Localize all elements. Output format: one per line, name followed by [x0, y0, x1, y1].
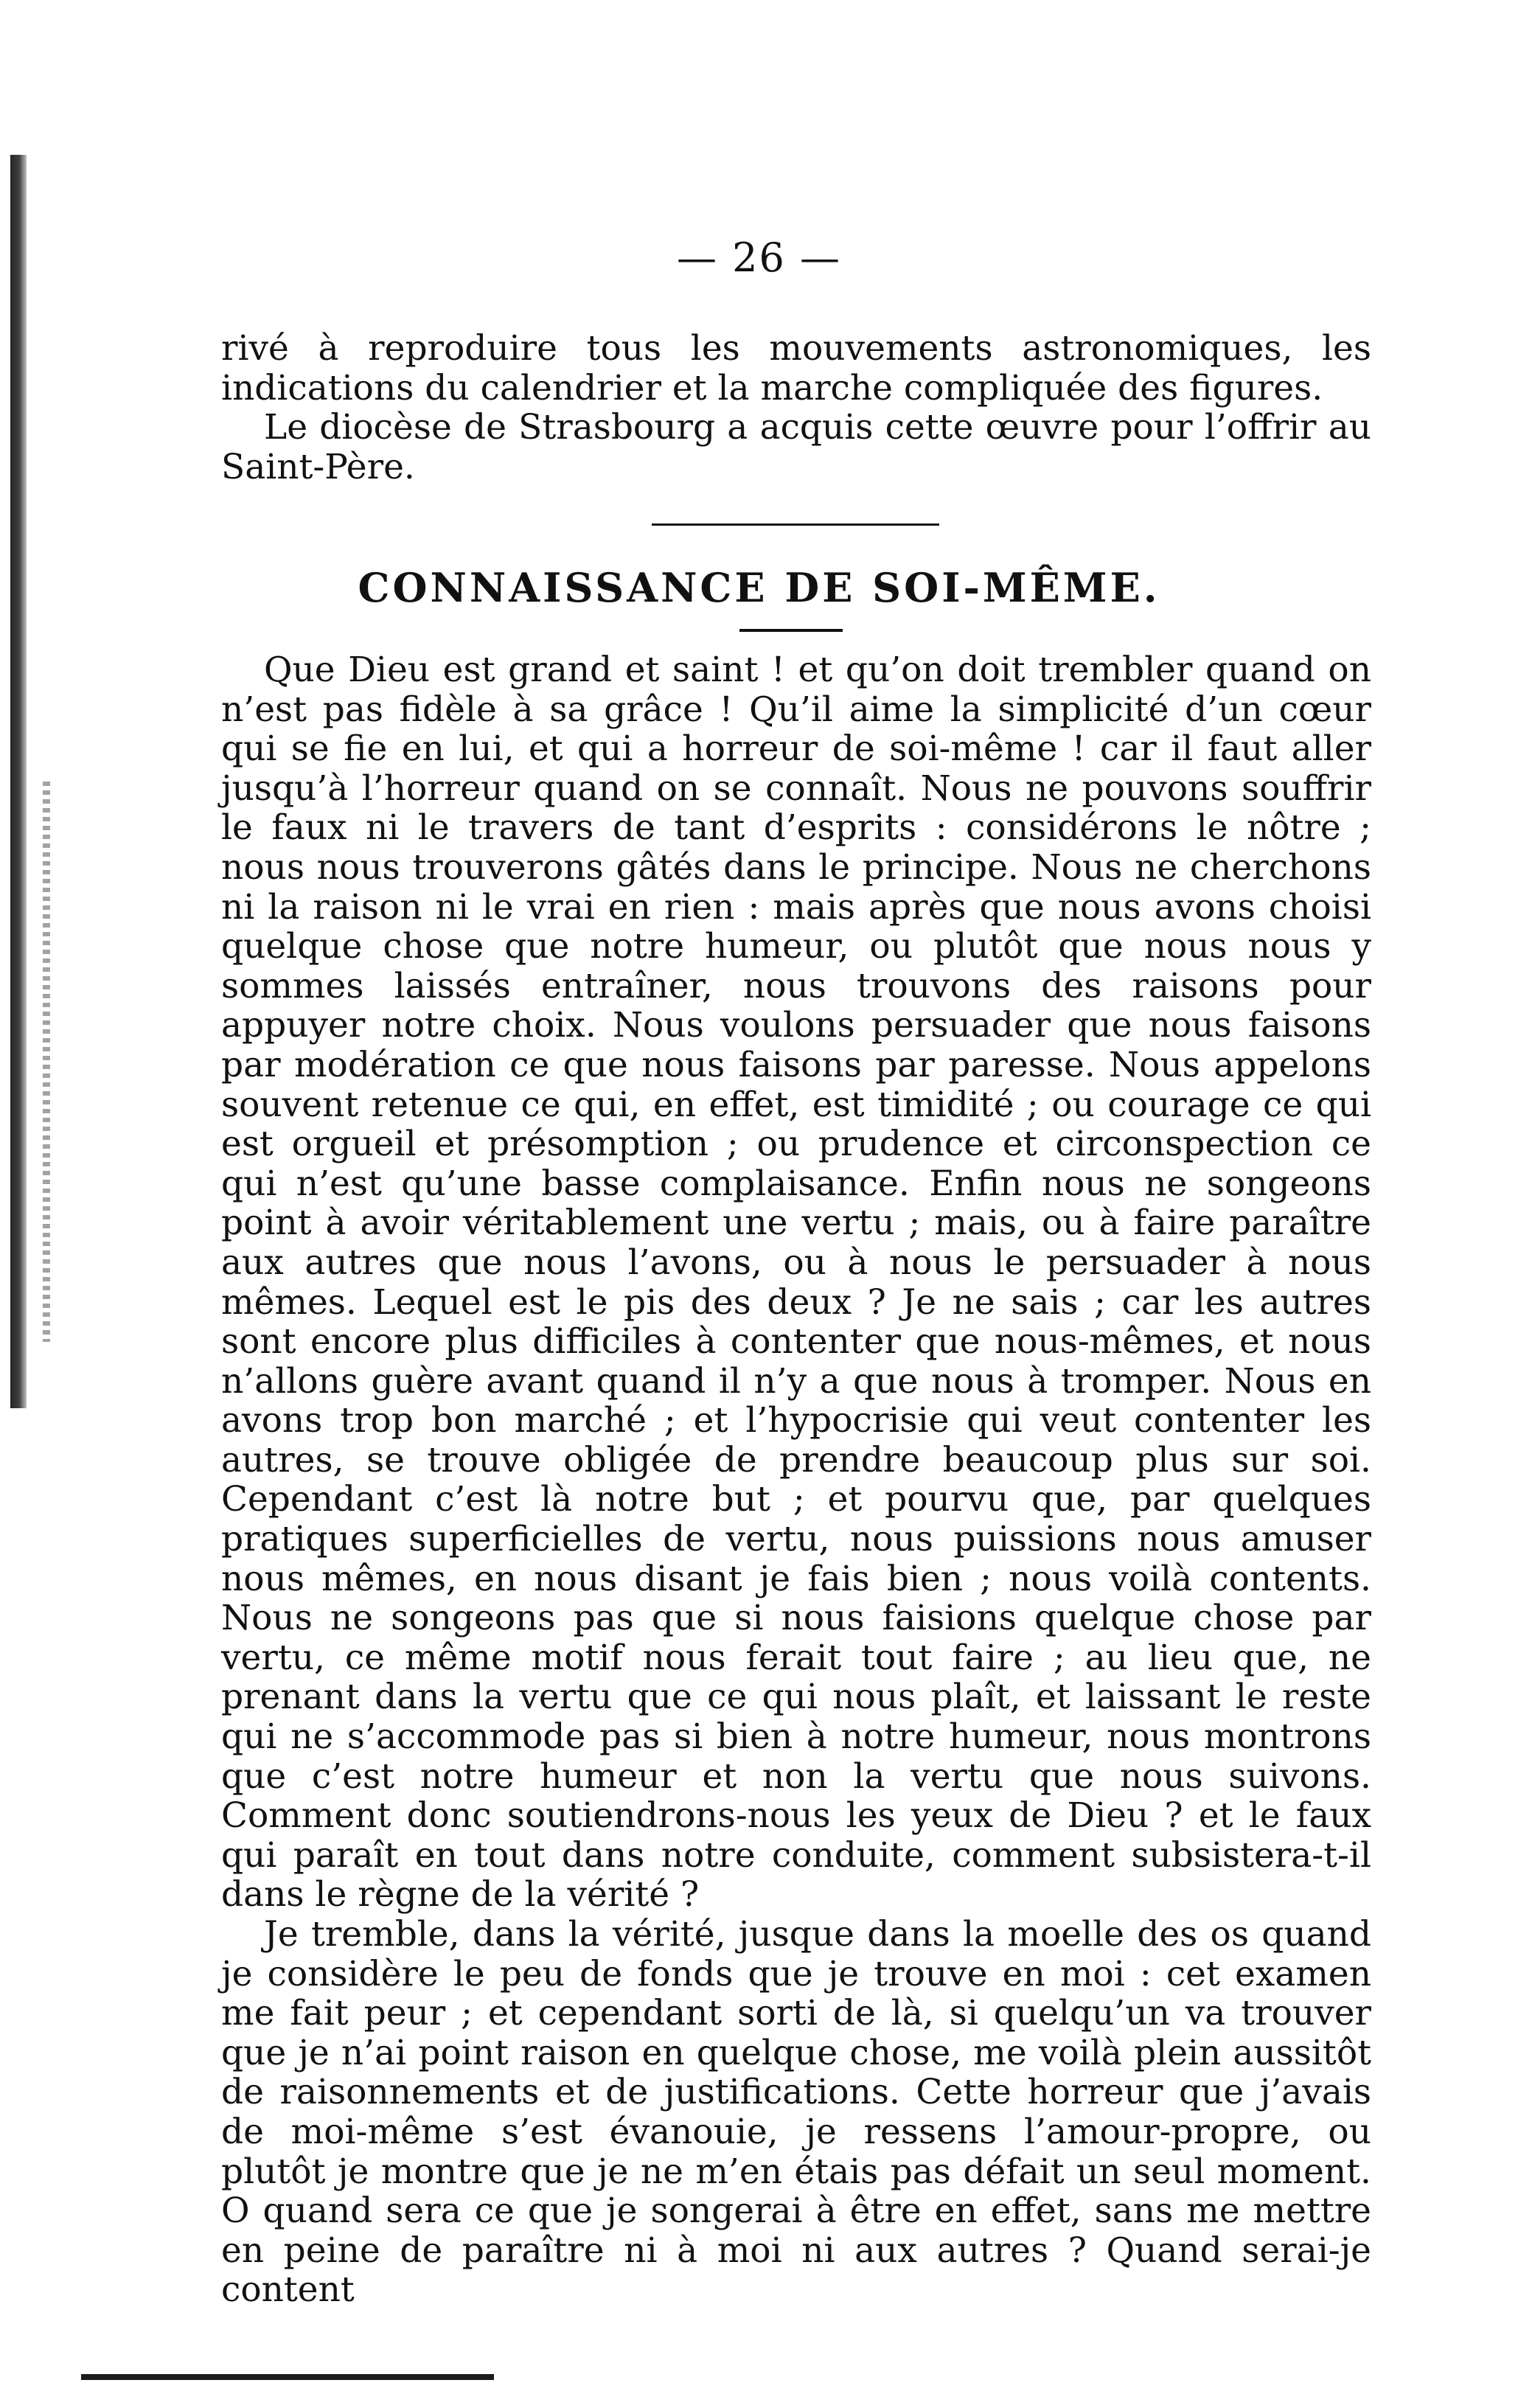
intro-text — [221, 329, 1371, 487]
body-text — [221, 650, 1371, 2310]
page-number: — 26 — — [676, 234, 842, 281]
bottom-edge-mark — [81, 2374, 494, 2380]
body-paragraph-1: Que Dieu est grand et saint ! et qu’on doit trembler quand on n’est pas fidèle à sa grâce ! Qu’il aime la simplicité d’un cœur qui se fie en lui, et qui a horreur de soi-même ! car il faut aller jusqu’à l’horreur quand on se connaît. Nous ne pouvons souffrir le faux ni le travers de tant d’esprits : considérons le nôtre ; nous nous trouverons gâtés dans le principe. Nous ne cherchons ni la raison ni le vrai en rien : mais après que nous avons choisi quelque chose que notre humeur, ou plutôt que nous nous y sommes laissés entraîner, nous trouvons des raisons pour appuyer notre choix. Nous voulons persuader que nous faisons par modération ce que nous faisons par paresse. Nous appelons souvent retenue ce qui, en effet, est timidité ; ou courage ce qui est orgueil et présomption ; ou prudence et circonspection ce qui n’est qu’une basse complaisance. Enfin nous ne songeons point à avoir véritablement une vertu ; mais, ou à faire paraître aux autres que nous l’avons, ou à nous le persuader à nous mêmes. Lequel est le pis des deux ? Je ne sais ; car les autres sont encore plus difficiles à contenter que nous-mêmes, et nous n’allons guère avant quand il n’y a que nous à tromper. Nous en avons trop bon marché ; et l’hypocrisie qui veut contenter les autres, se trouve obligée de prendre beaucoup plus sur soi. Cependant c’est là notre but ; et pourvu que, par quelques pratiques superficielles de vertu, nous puissions nous amuser nous mêmes, en nous disant je fais bien ; nous voilà contents. Nous ne songeons pas que si nous faisions quelque chose par vertu, ce même motif nous ferait tout faire ; au lieu que, ne prenant dans la vertu que ce qui nous plaît, et laissant le reste qui ne s’accommode pas si bien à notre humeur, nous montrons que c’est notre humeur et non la vertu que nous suivons. Comment donc soutiendrons-nous les yeux de Dieu ? et le faux qui paraît en tout dans notre conduite, comment subsistera-t-il dans le règne de la vérité ? — [221, 650, 1371, 1915]
body-paragraph-2: Je tremble, dans la vérité, jusque dans la moelle des os quand je considère le peu de fonds que je trouve en moi : cet examen me fait peur ; et cependant sorti de là, si quelqu’un va trouver que je n’ai point raison en quelque chose, me voilà plein aussitôt de raisonnements et de justifications. Cette horreur que j’avais de moi-même s’est évanouie, je ressens l’amour-propre, ou plutôt je montre que je ne m’en étais pas défait un seul moment. O quand sera ce que je songerai à être en effet, sans me mettre en peine de paraître ni à moi ni aux autres ? Quand serai-je content — [221, 1914, 1371, 2311]
binding-shadow — [10, 155, 27, 1408]
binding-stitch-marks — [43, 782, 50, 1342]
section-title: CONNAISSANCE DE SOI-MÊME. — [358, 564, 1160, 611]
intro-paragraph-1: rivé à reproduire tous les mouvements astronomiques, les indications du calendrier et la marche compliquée des figures. — [221, 328, 1371, 408]
section-divider — [652, 523, 939, 526]
title-underline — [739, 629, 843, 632]
intro-paragraph-2: Le diocèse de Strasbourg a acquis cette œuvre pour l’offrir au Saint-Père. — [221, 407, 1371, 487]
